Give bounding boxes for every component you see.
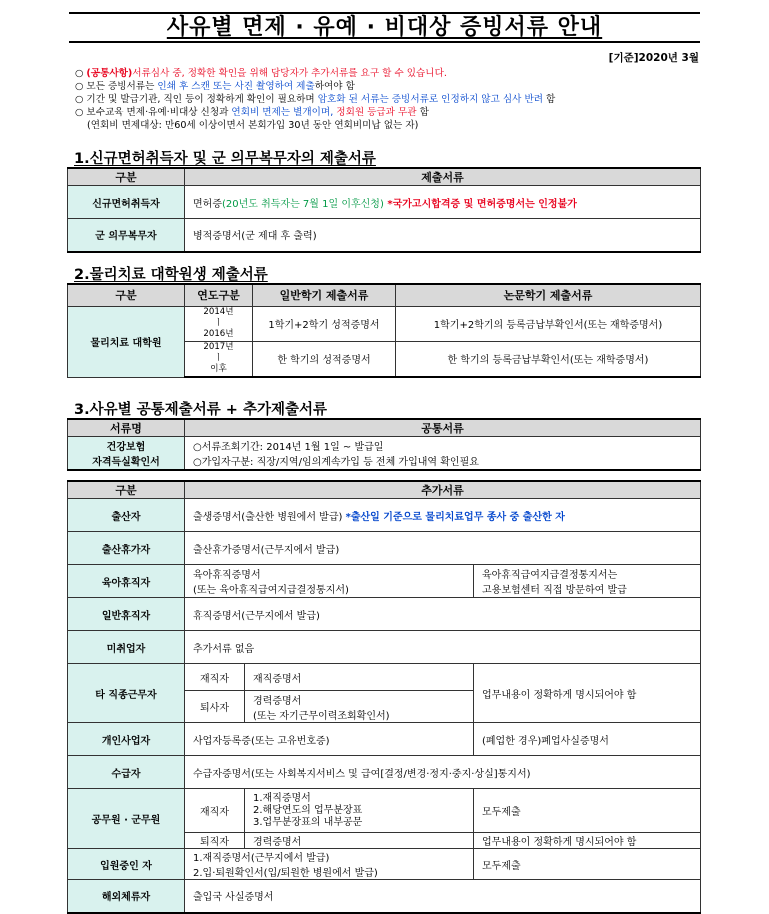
row-label: 물리치료 대학원 [68,306,185,377]
header-doc-name: 서류명 [68,419,185,437]
note-bullet: ○ [75,68,87,79]
row-docs [185,565,474,598]
row-label: 타 직종근무자 [68,664,185,723]
table-row [68,631,701,664]
doc-line: 3.업무분장표의 내부공문 [253,816,363,828]
table-row [68,880,701,913]
doc-line: 1.재직증명서 [253,792,311,804]
row-label [68,437,185,470]
row-label: 수급자 [68,756,185,789]
row-label: 신규면허취득자 [68,186,185,219]
note-encryption [75,93,715,106]
doc-green-note: (20년도 취득자는 7월 1일 이후신청) [221,198,384,210]
year-start: 2014년 [203,307,234,317]
table-row [68,598,701,631]
header-documents: 제출서류 [185,168,701,186]
title-box [69,12,700,43]
header-category: 구분 [68,168,185,186]
doc-line: 1.재직증명서(근무지에서 발급) [193,853,330,864]
row-note: 업무내용이 정확하게 명시되어야 함 [474,664,701,723]
row-docs: 재직증명서 [245,664,474,691]
row-note: 모두제출 [474,849,701,880]
notes [75,67,715,132]
row-label: 입원중인 자 [68,849,185,880]
table-row [68,219,701,252]
table-row [68,565,701,598]
doc-line: 경력증명서 [253,695,302,707]
note-fee-highlight: 연회비 면제는 별개이며, [231,107,337,118]
section3-title: 3.사유별 공통제출서류 + 추가제출서류 [74,402,327,418]
year-end: 이후 [210,364,227,375]
label-line: 자격득실확인서 [92,456,160,468]
row-label: 공무원 · 군무원 [68,789,185,849]
table-row [68,532,701,565]
note-text: 함 [543,94,556,105]
note-text: ○ 보수교육 면제·유예·비대상 신청과 [75,107,232,118]
row-docs [185,849,474,880]
header-common-docs: 공통서류 [185,419,701,437]
doc-line: 2.입·퇴원확인서(입/퇴원한 병원에서 발급) [193,868,378,879]
header-year: 연도구분 [185,284,253,306]
table-row [68,664,701,691]
note-text: 함 [416,107,429,118]
header-general: 일반학기 제출서류 [253,284,396,306]
common-doc-line: ○서류조회기간: 2014년 1월 1일 ~ 발급일 [193,441,384,453]
note-common-text: 서류심사 중, 정확한 확인을 위해 담당자가 추가서류를 요구 할 수 있습니다. [132,68,447,79]
section1-title: 1.신규면허취득자 및 군 의무복무자의 제출서류 [74,151,376,167]
row-docs: 휴직증명서(근무지에서 발급) [185,598,701,631]
additional-docs-table [67,480,701,914]
note-scan-highlight: 인쇄 후 스캔 또는 사진 촬영하여 제출 [157,81,315,92]
common-doc-line: ○가입자구분: 직장/지역/임의계속가입 등 전체 가입내역 확인필요 [193,456,479,468]
table-row [68,186,701,219]
page-title: 사유별 면제 · 유예 · 비대상 증빙서류 안내 [166,15,603,40]
year-sep: ㅣ [214,353,223,364]
doc-blue-note: *출산일 기준으로 물리치료업무 종사 중 출산한 자 [345,511,565,523]
table-row [68,756,701,789]
label-line: 건강보험 [106,441,146,453]
row-note: 업무내용이 정확하게 명시되어야 함 [474,833,701,849]
table-row [68,723,701,756]
note-scan [75,80,715,93]
note-line: 육아휴직급여지급결정통지서는 [482,570,618,581]
row-label: 육아휴직자 [68,565,185,598]
common-docs [185,437,701,470]
note-fee-target: (연회비 면제대상: 만60세 이상이면서 본회가입 30년 동안 연회비미납 없는 자) [87,120,419,131]
table-row [68,306,701,341]
sub-label: 재직자 [185,664,245,691]
year-start: 2017년 [203,342,234,353]
note-text: 하여야 함 [314,81,355,92]
note-fee [75,106,715,119]
year-end: 2016년 [203,329,234,339]
sub-label: 퇴사자 [185,691,245,723]
header-category: 구분 [68,481,185,499]
row-label: 개인사업자 [68,723,185,756]
header-additional-docs: 추가서류 [185,481,701,499]
table-row [68,499,701,532]
year-range [185,306,253,341]
table-row [68,849,701,880]
header-thesis: 논문학기 제출서류 [396,284,701,306]
row-docs: 출입국 사실증명서 [185,880,701,913]
year-sep: ㅣ [214,318,223,328]
row-label: 출산휴가자 [68,532,185,565]
row-label: 미취업자 [68,631,185,664]
note-common-tag: (공통사항) [86,68,133,79]
row-docs [245,789,474,833]
note-text: ○ 기간 및 발급기관, 직인 등이 정확하게 확인이 필요하며 [75,94,318,105]
base-date: [기준]2020년 3월 [608,52,699,64]
row-label: 일반휴직자 [68,598,185,631]
row-label: 군 의무복무자 [68,219,185,252]
row-note: 모두제출 [474,789,701,833]
row-label: 출산자 [68,499,185,532]
header-category: 구분 [68,284,185,306]
note-common [75,67,715,80]
doc-line: 육아휴직증명서 [193,570,261,581]
note-encryption-highlight: 암호화 된 서류는 증빙서류로 인정하지 않고 심사 반려 [317,94,543,105]
row-docs: 병적증명서(군 제대 후 출력) [185,219,701,252]
note-fee-red: 정회원 등급과 무관 [336,107,417,118]
table-row [68,437,701,470]
general-docs: 1학기+2학기 성적증명서 [253,306,396,341]
doc-text: 출생증명서(출산한 병원에서 발급) [193,511,346,523]
doc-red-note: *국가고시합격증 및 면허증명서는 인정불가 [383,198,577,210]
row-note [474,565,701,598]
thesis-docs: 한 학기의 등록금납부확인서(또는 재학증명서) [396,341,701,377]
row-docs [245,691,474,723]
table-row [68,789,701,833]
section2-title: 2.물리치료 대학원생 제출서류 [74,267,268,283]
sub-label: 퇴직자 [185,833,245,849]
thesis-docs: 1학기+2학기의 등록금납부확인서(또는 재학증명서) [396,306,701,341]
doc-line: 2.해당연도의 업무분장표 [253,804,363,816]
sub-label: 재직자 [185,789,245,833]
section2-table [67,283,701,378]
row-docs: 경력증명서 [245,833,474,849]
row-label: 해외체류자 [68,880,185,913]
row-docs: 수급자증명서(또는 사회복지서비스 및 급여[결정/변경·정지·중지·상실]통지서) [185,756,701,789]
row-docs: 사업자등록증(또는 고유번호증) [185,723,474,756]
common-docs-table [67,418,701,471]
row-docs: 추가서류 없음 [185,631,701,664]
doc-line: (또는 자기근무이력조회확인서) [253,710,390,722]
doc-line: (또는 육아휴직급여지급결정통지서) [193,585,349,596]
row-docs: 출산휴가증명서(근무지에서 발급) [185,532,701,565]
note-text: ○ 모든 증빙서류는 [75,81,158,92]
general-docs: 한 학기의 성적증명서 [253,341,396,377]
row-docs [185,186,701,219]
doc-text: 면허증 [193,198,222,210]
note-line: 고용보험센터 직접 방문하여 발급 [482,585,627,596]
year-range [185,341,253,377]
row-note: (폐업한 경우)폐업사실증명서 [474,723,701,756]
row-docs [185,499,701,532]
section1-table [67,167,701,253]
